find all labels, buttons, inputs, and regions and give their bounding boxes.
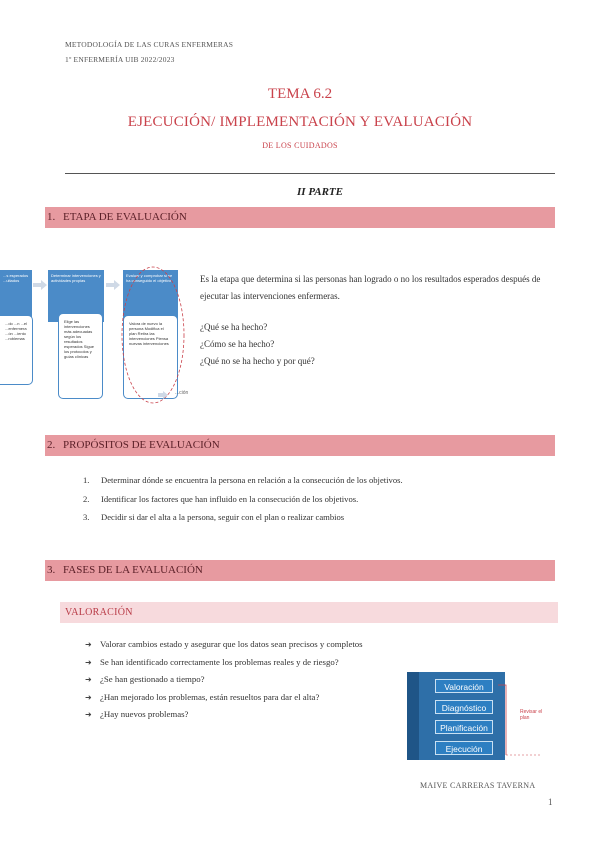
subheading-valoracion: VALORACIÓN bbox=[60, 602, 558, 623]
question-2: ¿Cómo se ha hecho? bbox=[200, 339, 275, 349]
diagram-caption-fragment: ...ción bbox=[175, 390, 189, 396]
phase-valoracion: Valoración bbox=[435, 679, 493, 693]
list-item: ➜ Valorar cambios estado y asegurar que los datos sean precisos y completos bbox=[85, 636, 415, 654]
purposes-list bbox=[83, 471, 553, 527]
list-item: 2. Identificar los factores que han influido en la consecución de los objetivos. bbox=[83, 493, 359, 504]
process-bracket-edge bbox=[407, 672, 419, 760]
question-3: ¿Qué no se ha hecho y por qué? bbox=[200, 356, 315, 366]
phase-planificacion: Planificación bbox=[435, 720, 493, 734]
arrow-icon: ➜ bbox=[85, 710, 92, 719]
list-item: 3. Decidir si dar el alta a la persona, seguir con el plan o realizar cambios bbox=[83, 512, 345, 522]
mini-arrow-icon bbox=[158, 391, 168, 399]
arrow-icon: ➜ bbox=[85, 692, 92, 702]
section-heading-propositos bbox=[45, 435, 555, 456]
section-number: 3. bbox=[47, 564, 56, 576]
section-number: 2. bbox=[47, 439, 56, 451]
list-item: ➜ ¿Hay nuevos problemas? bbox=[85, 706, 415, 724]
flow-card-1: ...do ...n ...el ...enfermera ...ón ...iento ...roblemas bbox=[0, 315, 33, 385]
flow-card-3: Valora de nuevo la persona Modifica el plan Retira las intervenciones Piensa nuevas intervenciones bbox=[123, 315, 178, 399]
section-heading-fases bbox=[45, 560, 555, 581]
list-item: ➜ ¿Se han gestionado a tiempo? bbox=[85, 671, 415, 689]
flow-box-interventions: Determinar intervenciones y actividades propias bbox=[48, 270, 104, 322]
evaluation-definition: Es la etapa que determina si las personas han logrado o no los resultados esperados después de ejecutar las intervenciones enfermeras. bbox=[200, 274, 541, 301]
flow-arrow-1 bbox=[33, 280, 47, 290]
page-title: EJECUCIÓN/ IMPLEMENTACIÓN Y EVALUACIÓN bbox=[127, 114, 473, 130]
valoracion-list bbox=[85, 636, 415, 724]
section-number: 1. bbox=[47, 211, 56, 223]
phase-diagnostico: Diagnóstico bbox=[435, 700, 493, 714]
highlight-ellipse bbox=[118, 265, 188, 405]
evaluation-flow-diagram bbox=[0, 265, 192, 403]
doc-header-course: METODOLOGÍA DE LAS CURAS ENFERMERAS bbox=[65, 40, 234, 49]
arrow-icon: ➜ bbox=[85, 640, 92, 649]
flow-box-results: ...s esperados ...ultados bbox=[0, 270, 32, 322]
page-subtitle: DE LOS CUIDADOS bbox=[262, 141, 338, 150]
revision-bracket bbox=[496, 683, 546, 763]
list-item: 1. Determinar dónde se encuentra la persona en relación a la consecución de los objetivos. bbox=[83, 475, 403, 485]
list-item: ➜ Se han identificado correctamente los problemas reales y de riesgo? bbox=[85, 654, 415, 672]
part-heading: II PARTE bbox=[297, 186, 343, 198]
section-title: ETAPA DE EVALUACIÓN bbox=[63, 211, 187, 223]
phase-ejecucion: Ejecución bbox=[435, 741, 493, 755]
question-1: ¿Qué se ha hecho? bbox=[200, 322, 268, 332]
section-title: FASES DE LA EVALUACIÓN bbox=[63, 564, 203, 576]
page-number: 1 bbox=[548, 797, 553, 807]
flow-card-2: Elige las intervenciones más adecuadas según los resultados esperados Sigue los protocolos y guías clínicas bbox=[58, 313, 103, 399]
doc-header-year: 1º ENFERMERÍA UIB 2022/2023 bbox=[65, 55, 175, 64]
list-item: ➜ ¿Han mejorado los problemas, están resueltos para dar el alta? bbox=[85, 689, 415, 707]
revision-label: Revisar el plan bbox=[520, 709, 543, 721]
section-title: PROPÓSITOS DE EVALUACIÓN bbox=[63, 439, 220, 451]
topic-number: TEMA 6.2 bbox=[267, 86, 333, 102]
arrow-icon: ➜ bbox=[85, 657, 92, 667]
title-divider bbox=[65, 173, 555, 174]
arrow-icon: ➜ bbox=[85, 675, 92, 684]
flow-box-evaluate: Evaluar y comprobar si se ha conseguido el objetivo bbox=[123, 270, 178, 322]
section-heading-etapa bbox=[45, 207, 555, 228]
author-footer: MAIVE CARRERAS TAVERNA bbox=[420, 781, 536, 790]
